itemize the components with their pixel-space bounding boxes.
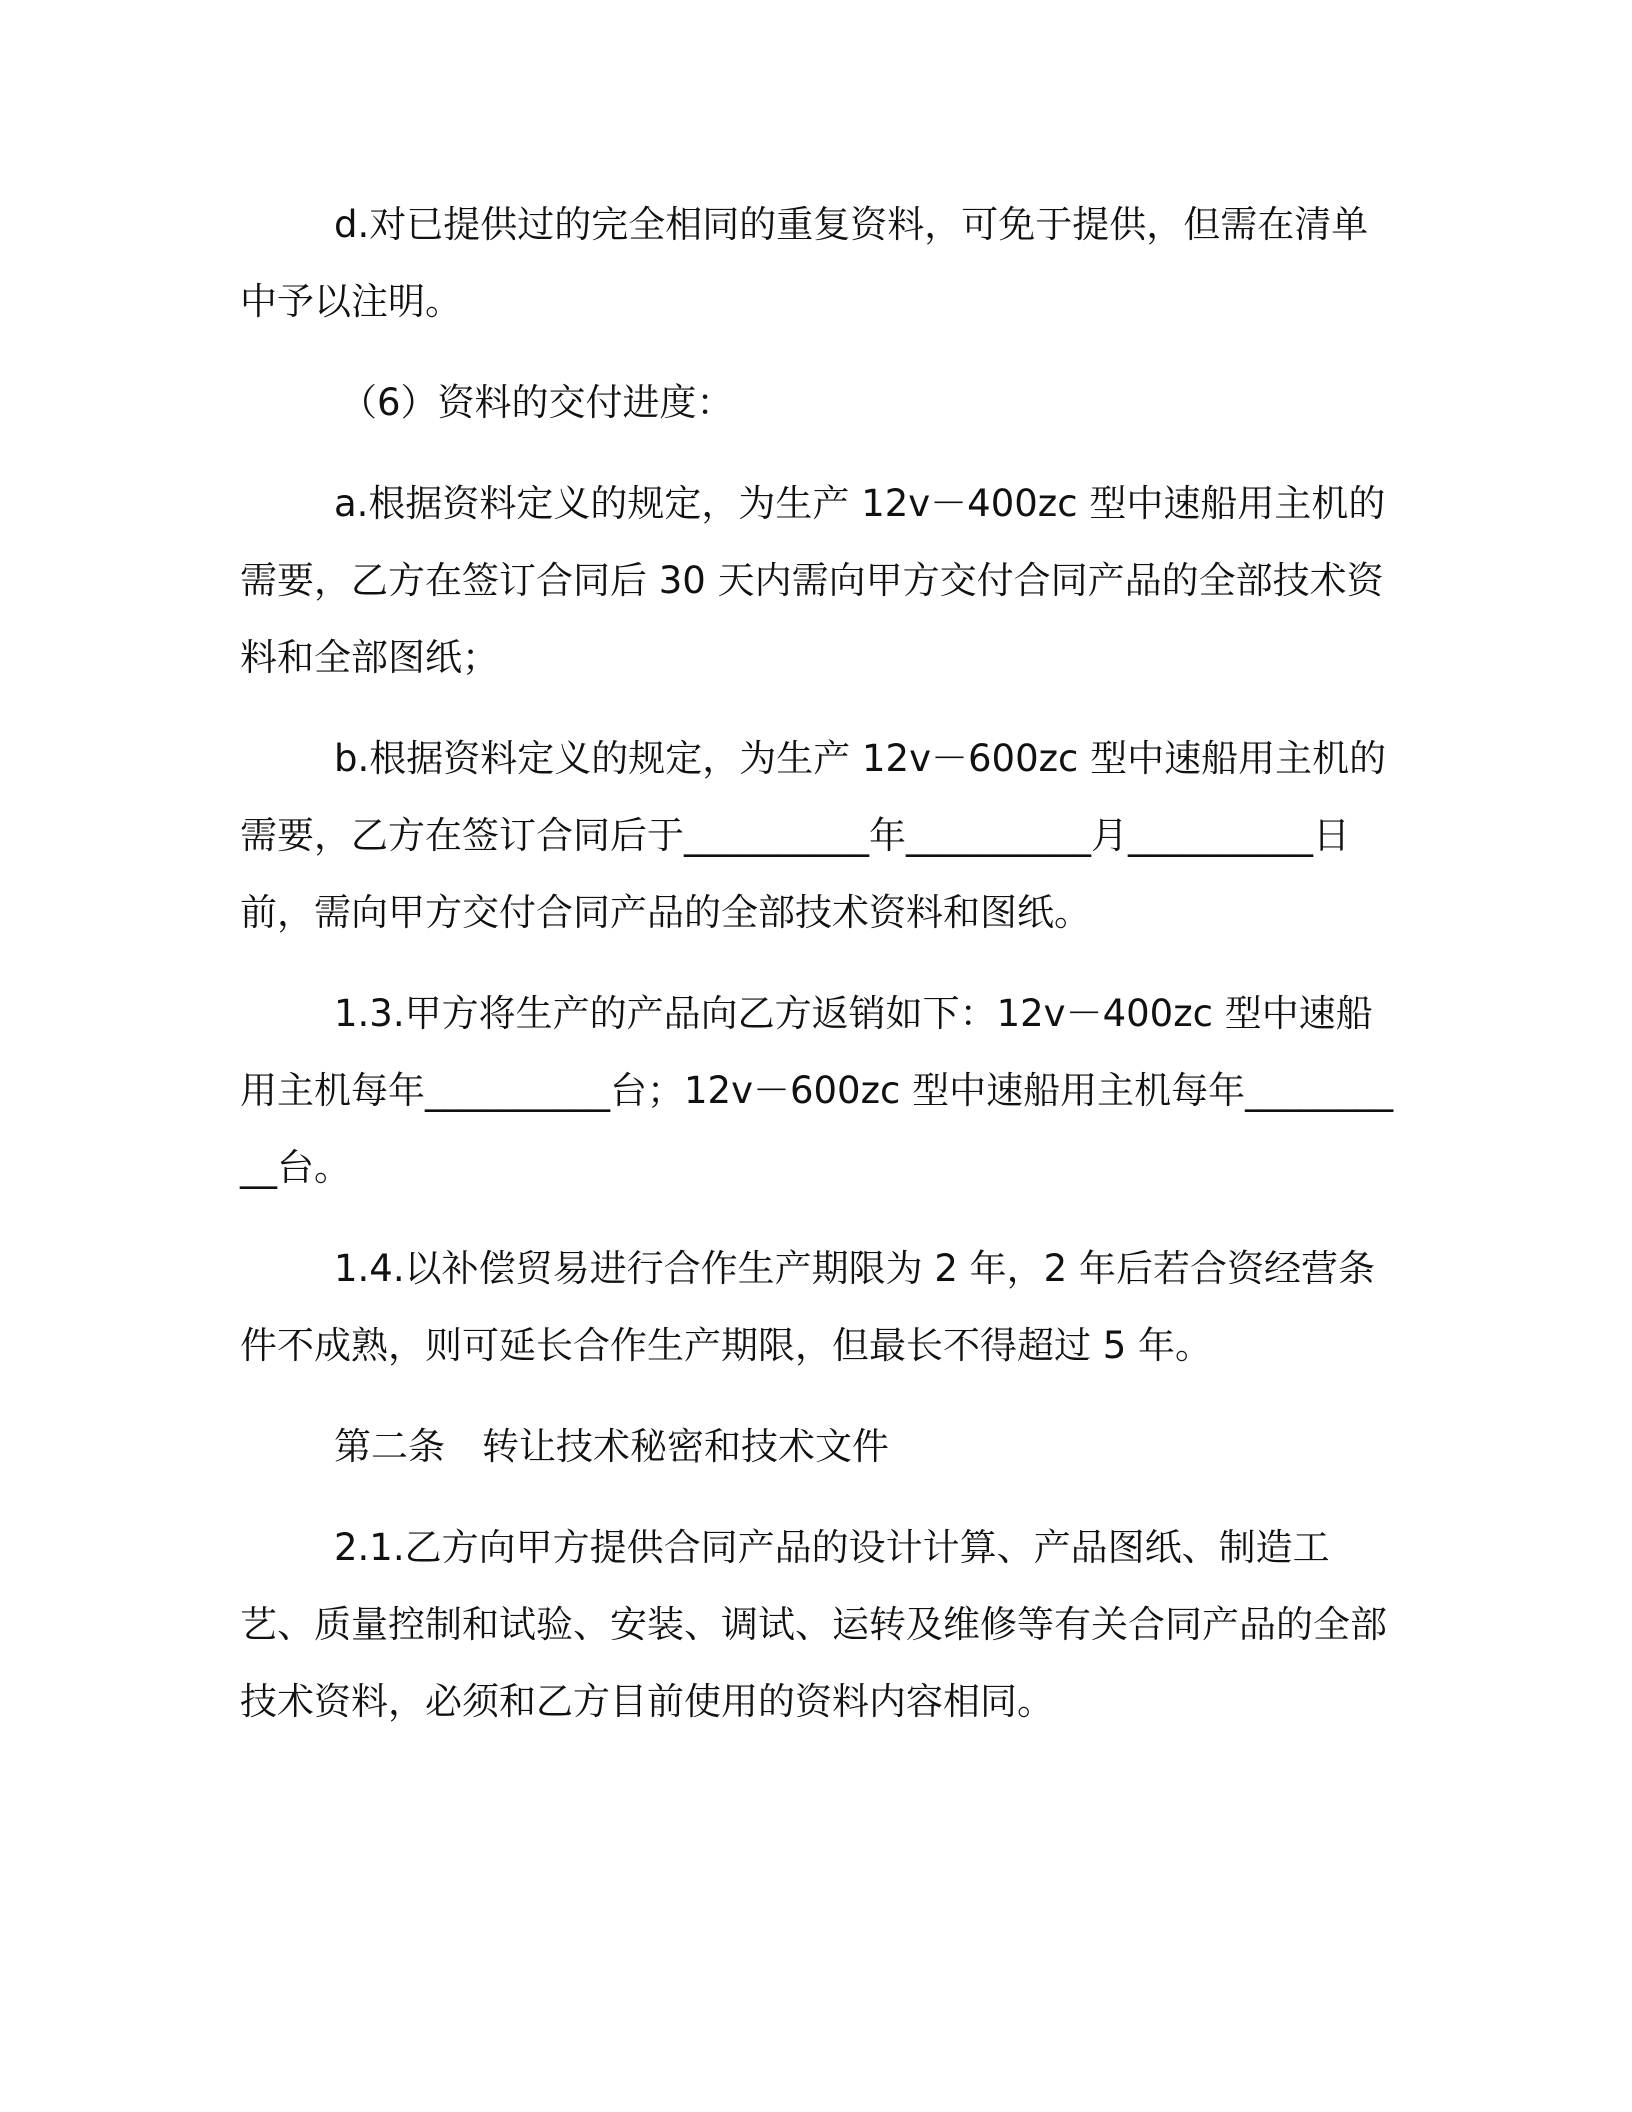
article-2-heading: 第二条 转让技术秘密和技术文件 <box>334 1425 889 1468</box>
paragraph-item-a: a.根据资料定义的规定，为生产 12v－400zc 型中速船用主机的需要，乙方在签订合同后 30 天内需向甲方交付合同产品的全部技术资料和全部图纸； <box>240 482 1386 679</box>
paragraph-delivery-schedule: （6）资料的交付进度： <box>340 381 734 424</box>
paragraph-clause-1-4: 1.4.以补偿贸易进行合作生产期限为 2 年，2 年后若合资经营条件不成熟，则可延长合作生产期限，但最长不得超过 5 年。 <box>240 1247 1375 1367</box>
paragraph-clause-1-3: 1.3.甲方将生产的产品向乙方返销如下：12v－400zc 型中速船用主机每年__________台；12v－600zc 型中速船用主机每年__________台。 <box>240 992 1394 1189</box>
document-body <box>240 186 1400 1764</box>
paragraph-item-d: d.对已提供过的完全相同的重复资料，可免于提供，但需在清单中予以注明。 <box>240 203 1369 323</box>
paragraph-item-b: b.根据资料定义的规定，为生产 12v－600zc 型中速船用主机的需要，乙方在签订合同后于__________年__________月__________日前，需向甲方交付合同产品的全部技术资料和图纸。 <box>240 737 1387 934</box>
paragraph-clause-2-1: 2.1.乙方向甲方提供合同产品的设计计算、产品图纸、制造工艺、质量控制和试验、安装、调试、运转及维修等有关合同产品的全部技术资料，必须和乙方目前使用的资料内容相同。 <box>240 1526 1387 1723</box>
